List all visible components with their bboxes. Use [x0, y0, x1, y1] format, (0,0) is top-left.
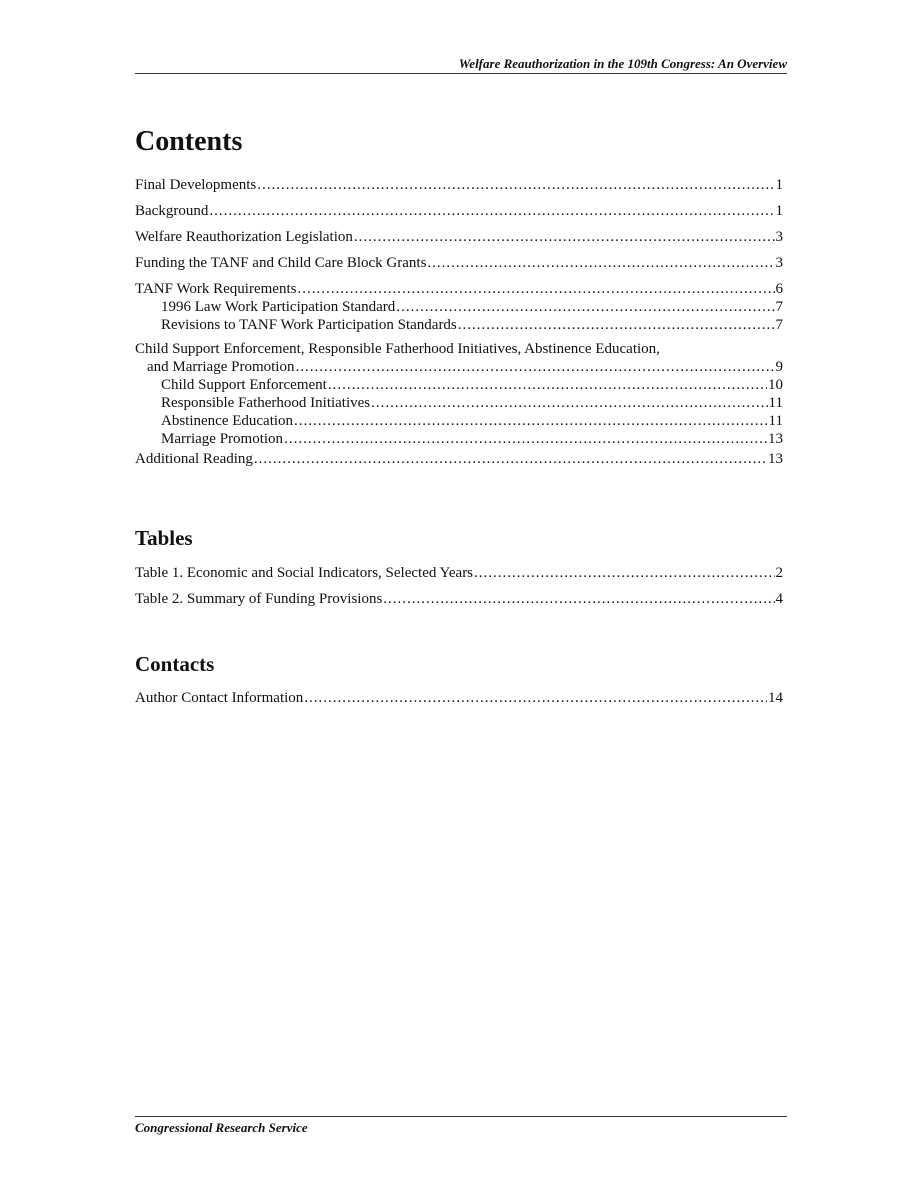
- toc-page: 9: [775, 359, 783, 375]
- toc-page: 7: [775, 317, 783, 333]
- toc-label: 1996 Law Work Participation Standard: [161, 299, 396, 315]
- dot-leader: [458, 316, 775, 334]
- toc-entry-abstinence-education[interactable]: [135, 412, 783, 430]
- toc-label: Welfare Reauthorization Legislation: [135, 229, 353, 245]
- toc-page: 1: [775, 177, 783, 193]
- toc-entry-revisions[interactable]: [135, 316, 783, 334]
- dot-leader: [396, 298, 774, 316]
- toc-page: 11: [768, 413, 783, 429]
- contents-list: [135, 176, 783, 476]
- toc-entry-author-contact[interactable]: [135, 689, 783, 707]
- toc-label: Table 2. Summary of Funding Provisions: [135, 591, 383, 607]
- toc-label: Table 1. Economic and Social Indicators, Selected Years: [135, 565, 474, 581]
- toc-page: 10: [768, 377, 783, 393]
- toc-label: Additional Reading: [135, 451, 253, 467]
- toc-label: Child Support Enforcement: [161, 377, 327, 393]
- toc-page: 13: [768, 451, 783, 467]
- dot-leader: [427, 254, 774, 272]
- toc-page: 3: [775, 255, 783, 271]
- dot-leader: [209, 202, 774, 220]
- tables-list: [135, 564, 783, 616]
- toc-entry-additional-reading[interactable]: [135, 450, 783, 468]
- toc-entry-continuation: [135, 358, 783, 376]
- toc-label: Revisions to TANF Work Participation Standards: [161, 317, 457, 333]
- toc-entry-1996-law[interactable]: [135, 298, 783, 316]
- toc-label: TANF Work Requirements: [135, 281, 297, 297]
- dot-leader: [297, 280, 774, 298]
- dot-leader: [328, 376, 767, 394]
- contacts-title: Contacts: [135, 652, 215, 676]
- toc-label-line1: Child Support Enforcement, Responsible Fatherhood Initiatives, Abstinence Education,: [135, 341, 660, 357]
- toc-page: 6: [775, 281, 783, 297]
- dot-leader: [354, 228, 775, 246]
- toc-label: Responsible Fatherhood Initiatives: [161, 395, 371, 411]
- toc-label-line2: and Marriage Promotion: [147, 359, 295, 375]
- toc-label: Final Developments: [135, 177, 257, 193]
- dot-leader: [304, 689, 767, 707]
- toc-page: 14: [768, 690, 783, 706]
- toc-page: 2: [775, 565, 783, 581]
- toc-entry-table-2[interactable]: [135, 590, 783, 608]
- dot-leader: [295, 358, 774, 376]
- toc-entry-child-support-enforcement[interactable]: [135, 376, 783, 394]
- dot-leader: [257, 176, 774, 194]
- toc-page: 7: [775, 299, 783, 315]
- dot-leader: [474, 564, 774, 582]
- toc-page: 1: [775, 203, 783, 219]
- toc-entry-tanf-work-requirements[interactable]: [135, 280, 783, 298]
- toc-entry-welfare-reauthorization-legislation[interactable]: [135, 228, 783, 246]
- footer-rule: [135, 1116, 787, 1117]
- header-rule: [135, 73, 787, 74]
- toc-entry-marriage-promotion[interactable]: [135, 430, 783, 448]
- running-header: Welfare Reauthorization in the 109th Congress: An Overview: [458, 56, 787, 71]
- toc-label: Author Contact Information: [135, 690, 304, 706]
- toc-label: Marriage Promotion: [161, 431, 284, 447]
- toc-entry-funding-tanf[interactable]: [135, 254, 783, 272]
- tables-title: Tables: [135, 526, 193, 550]
- dot-leader: [371, 394, 767, 412]
- toc-page: 4: [775, 591, 783, 607]
- toc-entry-final-developments[interactable]: [135, 176, 783, 194]
- footer-text: Congressional Research Service: [135, 1120, 308, 1135]
- toc-entry-background[interactable]: [135, 202, 783, 220]
- toc-label: Funding the TANF and Child Care Block Grants: [135, 255, 427, 271]
- contacts-list: [135, 689, 783, 715]
- toc-page: 13: [768, 431, 783, 447]
- toc-page: 11: [768, 395, 783, 411]
- dot-leader: [254, 450, 767, 468]
- toc-label: Background: [135, 203, 209, 219]
- contents-title: Contents: [135, 126, 243, 157]
- toc-entry-table-1[interactable]: [135, 564, 783, 582]
- toc-page: 3: [775, 229, 783, 245]
- dot-leader: [383, 590, 774, 608]
- toc-label: Abstinence Education: [161, 413, 294, 429]
- dot-leader: [284, 430, 767, 448]
- toc-entry-child-support-group[interactable]: [135, 340, 783, 376]
- toc-entry-responsible-fatherhood[interactable]: [135, 394, 783, 412]
- dot-leader: [294, 412, 768, 430]
